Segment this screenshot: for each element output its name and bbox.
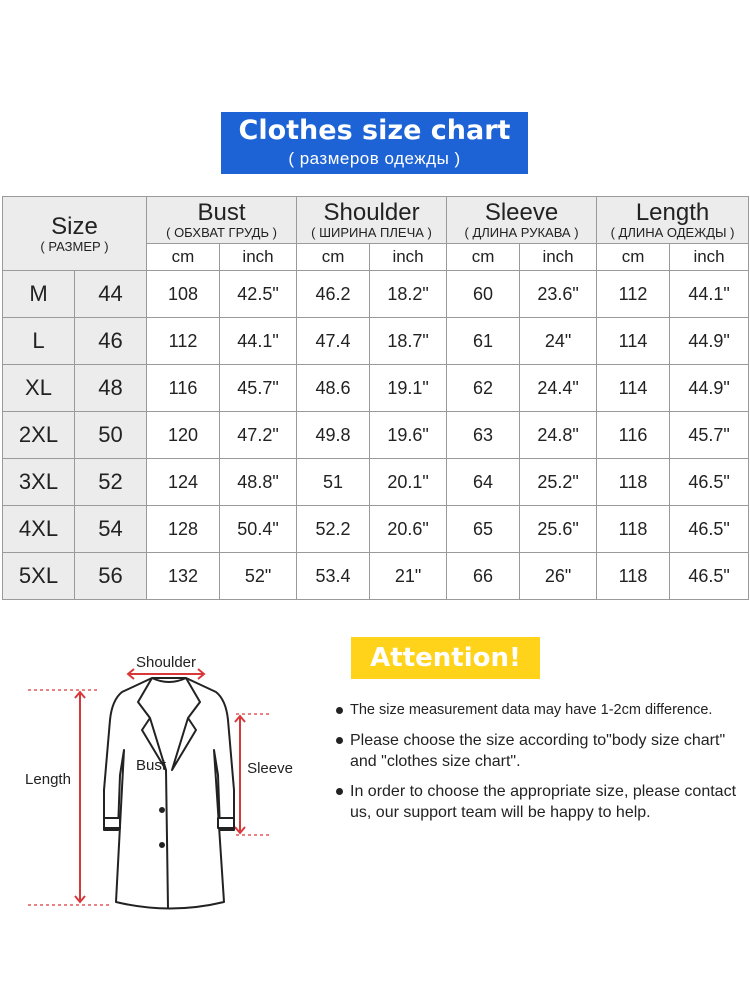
value-cell: 61	[447, 318, 520, 365]
value-cell: 44.1"	[220, 318, 297, 365]
value-cell: 118	[597, 553, 670, 600]
table-row	[3, 459, 749, 506]
size-table	[2, 196, 749, 600]
value-cell: 63	[447, 412, 520, 459]
attention-notes	[334, 700, 748, 832]
sleeve-header-cell	[447, 197, 597, 244]
size-cell: L	[3, 318, 75, 365]
shoulder-header-sub: ( ШИРИНА ПЛЕЧА )	[311, 225, 432, 240]
coat-outline	[104, 678, 234, 909]
value-cell: 46.5"	[670, 459, 749, 506]
note-text: The size measurement data may have 1-2cm difference.	[350, 702, 713, 718]
unit-cell: cm	[147, 244, 220, 271]
value-cell: 48.8"	[220, 459, 297, 506]
bust-header-sub: ( ОБХВАТ ГРУДЬ )	[166, 225, 277, 240]
value-cell: 53.4	[297, 553, 370, 600]
size-cell: 2XL	[3, 412, 75, 459]
value-cell: 18.2"	[370, 271, 447, 318]
value-cell: 124	[147, 459, 220, 506]
table-row	[3, 506, 749, 553]
note-item	[334, 781, 748, 823]
unit-cell: inch	[520, 244, 597, 271]
value-cell: 24.8"	[520, 412, 597, 459]
bullet-icon	[336, 707, 343, 714]
value-cell: 66	[447, 553, 520, 600]
value-cell: 118	[597, 506, 670, 553]
value-cell: 49.8	[297, 412, 370, 459]
table-row	[3, 412, 749, 459]
size-cell: 5XL	[3, 553, 75, 600]
size-number-cell: 56	[75, 553, 147, 600]
size-header-cell	[3, 197, 147, 271]
value-cell: 52.2	[297, 506, 370, 553]
table-row	[3, 271, 749, 318]
value-cell: 114	[597, 365, 670, 412]
value-cell: 21"	[370, 553, 447, 600]
value-cell: 118	[597, 459, 670, 506]
note-text: Please choose the size according to"body size chart" and "clothes size chart".	[350, 732, 726, 770]
value-cell: 18.7"	[370, 318, 447, 365]
size-header-label: Size	[51, 212, 98, 240]
value-cell: 65	[447, 506, 520, 553]
sleeve-label: Sleeve	[247, 760, 293, 777]
value-cell: 26"	[520, 553, 597, 600]
unit-cell: inch	[670, 244, 749, 271]
length-label: Length	[25, 771, 71, 788]
bullet-icon	[336, 737, 343, 744]
length-header-sub: ( ДЛИНА ОДЕЖДЫ )	[610, 225, 735, 240]
size-number-cell: 48	[75, 365, 147, 412]
table-row	[3, 365, 749, 412]
value-cell: 25.6"	[520, 506, 597, 553]
note-item	[334, 700, 748, 721]
value-cell: 52"	[220, 553, 297, 600]
shoulder-header-cell	[297, 197, 447, 244]
value-cell: 42.5"	[220, 271, 297, 318]
value-cell: 128	[147, 506, 220, 553]
size-cell: M	[3, 271, 75, 318]
value-cell: 64	[447, 459, 520, 506]
value-cell: 60	[447, 271, 520, 318]
size-cell: 3XL	[3, 459, 75, 506]
bullet-icon	[336, 788, 343, 795]
value-cell: 108	[147, 271, 220, 318]
value-cell: 46.5"	[670, 506, 749, 553]
coat-illustration	[0, 640, 320, 910]
value-cell: 46.5"	[670, 553, 749, 600]
size-number-cell: 46	[75, 318, 147, 365]
unit-cell: inch	[370, 244, 447, 271]
shoulder-header-label: Shoulder	[323, 199, 420, 226]
value-cell: 44.9"	[670, 318, 749, 365]
size-cell: 4XL	[3, 506, 75, 553]
size-cell: XL	[3, 365, 75, 412]
size-number-cell: 54	[75, 506, 147, 553]
sleeve-header-label: Sleeve	[484, 199, 559, 226]
size-number-cell: 44	[75, 271, 147, 318]
unit-cell: cm	[297, 244, 370, 271]
value-cell: 24"	[520, 318, 597, 365]
value-cell: 112	[147, 318, 220, 365]
unit-cell: cm	[447, 244, 520, 271]
attention-banner: Attention!	[351, 637, 540, 679]
chart-subtitle: ( размеров одежды )	[288, 149, 461, 168]
table-row	[3, 318, 749, 365]
value-cell: 47.4	[297, 318, 370, 365]
value-cell: 51	[297, 459, 370, 506]
table-row	[3, 553, 749, 600]
length-header-label: Length	[635, 199, 710, 226]
shoulder-label: Shoulder	[135, 654, 197, 671]
value-cell: 19.1"	[370, 365, 447, 412]
value-cell: 24.4"	[520, 365, 597, 412]
value-cell: 120	[147, 412, 220, 459]
garment-diagram	[0, 640, 320, 910]
value-cell: 45.7"	[670, 412, 749, 459]
sleeve-header-sub: ( ДЛИНА РУКАВА )	[464, 225, 579, 240]
unit-cell: cm	[597, 244, 670, 271]
note-item	[334, 730, 748, 772]
bust-label: Bust	[135, 757, 167, 774]
value-cell: 132	[147, 553, 220, 600]
size-number-cell: 52	[75, 459, 147, 506]
value-cell: 44.1"	[670, 271, 749, 318]
value-cell: 62	[447, 365, 520, 412]
value-cell: 45.7"	[220, 365, 297, 412]
value-cell: 44.9"	[670, 365, 749, 412]
unit-cell: inch	[220, 244, 297, 271]
bust-header-label: Bust	[197, 199, 246, 226]
value-cell: 20.1"	[370, 459, 447, 506]
note-text: In order to choose the appropriate size, please contact us, our support team will be happy to help.	[350, 783, 737, 821]
value-cell: 48.6	[297, 365, 370, 412]
size-number-cell: 50	[75, 412, 147, 459]
value-cell: 50.4"	[220, 506, 297, 553]
header-row	[3, 197, 749, 244]
value-cell: 46.2	[297, 271, 370, 318]
value-cell: 116	[597, 412, 670, 459]
value-cell: 116	[147, 365, 220, 412]
chart-title: Clothes size chart	[238, 115, 511, 146]
size-header-sub: ( РАЗМЕР )	[40, 238, 109, 254]
value-cell: 114	[597, 318, 670, 365]
value-cell: 19.6"	[370, 412, 447, 459]
value-cell: 23.6"	[520, 271, 597, 318]
bust-header-cell	[147, 197, 297, 244]
chart-title-banner	[221, 112, 528, 174]
length-header-cell	[597, 197, 749, 244]
value-cell: 47.2"	[220, 412, 297, 459]
value-cell: 112	[597, 271, 670, 318]
value-cell: 20.6"	[370, 506, 447, 553]
value-cell: 25.2"	[520, 459, 597, 506]
